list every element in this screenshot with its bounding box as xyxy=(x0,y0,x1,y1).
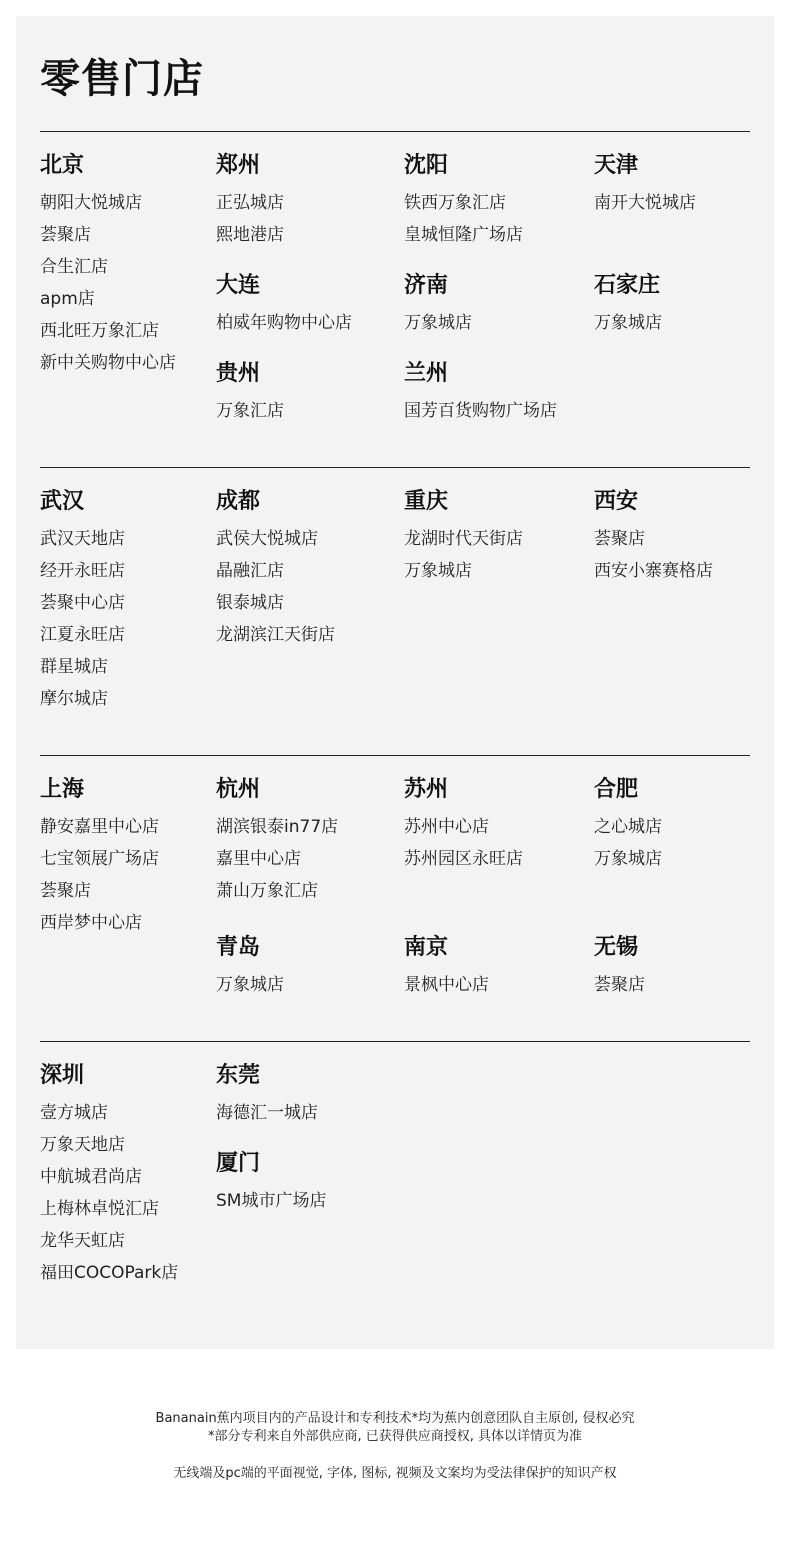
city-name: 成都 xyxy=(216,489,261,514)
store-item: 荟聚店 xyxy=(40,881,91,901)
city-name: 北京 xyxy=(40,153,85,178)
store-list xyxy=(594,969,645,1001)
store-item: 群星城店 xyxy=(40,657,108,677)
city-name: 东莞 xyxy=(216,1063,261,1088)
store-item: 万象城店 xyxy=(594,849,662,869)
store-item: 万象汇店 xyxy=(216,401,284,421)
city-name: 厦门 xyxy=(216,1151,261,1176)
store-item: 荟聚店 xyxy=(594,975,645,995)
store-item: 西安小寨赛格店 xyxy=(594,561,713,581)
store-list xyxy=(404,395,557,427)
city-name: 重庆 xyxy=(404,489,449,514)
store-item: 皇城恒隆广场店 xyxy=(404,225,523,245)
store-item: 荟聚店 xyxy=(594,529,645,549)
city-name: 沈阳 xyxy=(404,153,449,178)
city-group xyxy=(216,1061,318,1129)
city-group xyxy=(404,271,472,339)
city-group xyxy=(216,359,284,427)
section-divider xyxy=(40,467,750,468)
footer-ip-line: 无线端及pc端的平面视觉, 字体, 图标, 视频及文案均为受法律保护的知识产权 xyxy=(173,1466,617,1481)
store-item: 铁西万象汇店 xyxy=(404,193,506,213)
footer-copyright-line: Bananain蕉内项目内的产品设计和专利技术*均为蕉内创意团队自主原创, 侵权必究 xyxy=(155,1411,635,1426)
store-list xyxy=(594,187,696,219)
city-group xyxy=(216,933,284,1001)
store-item: 万象城店 xyxy=(404,313,472,333)
city-group xyxy=(40,487,125,715)
footer-patent-line: *部分专利来自外部供应商, 已获得供应商授权, 具体以详情页为准 xyxy=(207,1429,583,1444)
store-list xyxy=(594,523,713,587)
store-item: 摩尔城店 xyxy=(40,689,108,709)
city-group xyxy=(594,487,713,587)
city-group xyxy=(594,271,662,339)
city-group xyxy=(40,1061,178,1289)
store-list xyxy=(216,523,335,651)
store-list xyxy=(404,187,523,251)
store-item: 国芳百货购物广场店 xyxy=(404,401,557,421)
store-list xyxy=(404,523,523,587)
store-item: 银泰城店 xyxy=(216,593,284,613)
store-list xyxy=(216,307,352,339)
store-list xyxy=(216,811,338,907)
city-name: 石家庄 xyxy=(594,273,661,298)
store-item: 南开大悦城店 xyxy=(594,193,696,213)
store-item: 万象城店 xyxy=(594,313,662,333)
city-group xyxy=(404,933,489,1001)
store-list xyxy=(594,811,662,875)
store-item: 上梅林卓悦汇店 xyxy=(40,1199,159,1219)
section-divider xyxy=(40,131,750,132)
store-list xyxy=(40,187,176,379)
store-item: 万象城店 xyxy=(404,561,472,581)
store-list xyxy=(216,969,284,1001)
store-item: 合生汇店 xyxy=(40,257,108,277)
city-name: 杭州 xyxy=(216,777,261,802)
city-group xyxy=(594,151,696,219)
store-list xyxy=(216,1185,326,1217)
city-group xyxy=(404,151,523,251)
city-name: 天津 xyxy=(594,153,639,178)
store-item: 正弘城店 xyxy=(216,193,284,213)
city-name: 武汉 xyxy=(40,489,85,514)
store-item: 萧山万象汇店 xyxy=(216,881,318,901)
store-list xyxy=(40,1097,178,1289)
store-item: 荟聚店 xyxy=(40,225,91,245)
city-group xyxy=(404,359,557,427)
city-group xyxy=(594,933,645,1001)
city-name: 上海 xyxy=(40,777,85,802)
city-name: 兰州 xyxy=(404,361,449,386)
store-item: 熙地港店 xyxy=(216,225,284,245)
section-divider xyxy=(40,755,750,756)
city-name: 济南 xyxy=(404,273,449,298)
store-item: 湖滨银泰in77店 xyxy=(216,817,339,837)
city-name: 西安 xyxy=(594,489,639,514)
city-name: 青岛 xyxy=(216,935,261,960)
store-item: 新中关购物中心店 xyxy=(40,353,176,373)
store-list xyxy=(40,523,125,715)
store-list xyxy=(594,307,662,339)
store-item: 龙华天虹店 xyxy=(40,1231,125,1251)
city-group xyxy=(216,775,338,907)
page-title: 零售门店 xyxy=(40,56,204,102)
store-list xyxy=(216,1097,318,1129)
store-item: apm店 xyxy=(40,289,95,309)
store-item: 海德汇一城店 xyxy=(216,1103,318,1123)
city-name: 无锡 xyxy=(594,935,639,960)
store-item: 之心城店 xyxy=(594,817,662,837)
store-item: 万象天地店 xyxy=(40,1135,125,1155)
store-item: 壹方城店 xyxy=(40,1103,108,1123)
store-item: 西岸梦中心店 xyxy=(40,913,142,933)
city-group xyxy=(40,775,159,939)
city-name: 合肥 xyxy=(594,777,639,802)
city-name: 南京 xyxy=(404,935,449,960)
city-name: 苏州 xyxy=(404,777,449,802)
store-item: 龙湖滨江天街店 xyxy=(216,625,335,645)
store-item: 经开永旺店 xyxy=(40,561,125,581)
store-item: 静安嘉里中心店 xyxy=(40,817,159,837)
store-item: 柏威年购物中心店 xyxy=(216,313,352,333)
store-item: 苏州中心店 xyxy=(404,817,489,837)
section-divider xyxy=(40,1041,750,1042)
store-item: 景枫中心店 xyxy=(404,975,489,995)
city-group xyxy=(216,1149,326,1217)
store-item: 武侯大悦城店 xyxy=(216,529,318,549)
store-item: 福田COCOPark店 xyxy=(40,1263,179,1283)
city-group xyxy=(404,775,523,875)
store-item: 七宝领展广场店 xyxy=(40,849,159,869)
city-group xyxy=(40,151,176,379)
city-group xyxy=(216,151,284,251)
store-item: 江夏永旺店 xyxy=(40,625,125,645)
store-item: 西北旺万象汇店 xyxy=(40,321,159,341)
store-list xyxy=(404,307,472,339)
city-name: 郑州 xyxy=(216,153,261,178)
city-group xyxy=(216,271,352,339)
city-group xyxy=(404,487,523,587)
store-item: 中航城君尚店 xyxy=(40,1167,142,1187)
store-item: 朝阳大悦城店 xyxy=(40,193,142,213)
store-list xyxy=(216,187,284,251)
store-item: 武汉天地店 xyxy=(40,529,125,549)
store-item: SM城市广场店 xyxy=(216,1191,327,1211)
city-name: 大连 xyxy=(216,273,261,298)
store-item: 龙湖时代天街店 xyxy=(404,529,523,549)
store-item: 晶融汇店 xyxy=(216,561,284,581)
city-name: 贵州 xyxy=(216,361,261,386)
store-item: 嘉里中心店 xyxy=(216,849,301,869)
city-name: 深圳 xyxy=(40,1063,85,1088)
store-item: 苏州园区永旺店 xyxy=(404,849,523,869)
city-group xyxy=(216,487,335,651)
store-list xyxy=(216,395,284,427)
store-list xyxy=(40,811,159,939)
store-list xyxy=(404,969,489,1001)
city-group xyxy=(594,775,662,875)
store-list xyxy=(404,811,523,875)
store-item: 万象城店 xyxy=(216,975,284,995)
store-item: 荟聚中心店 xyxy=(40,593,125,613)
